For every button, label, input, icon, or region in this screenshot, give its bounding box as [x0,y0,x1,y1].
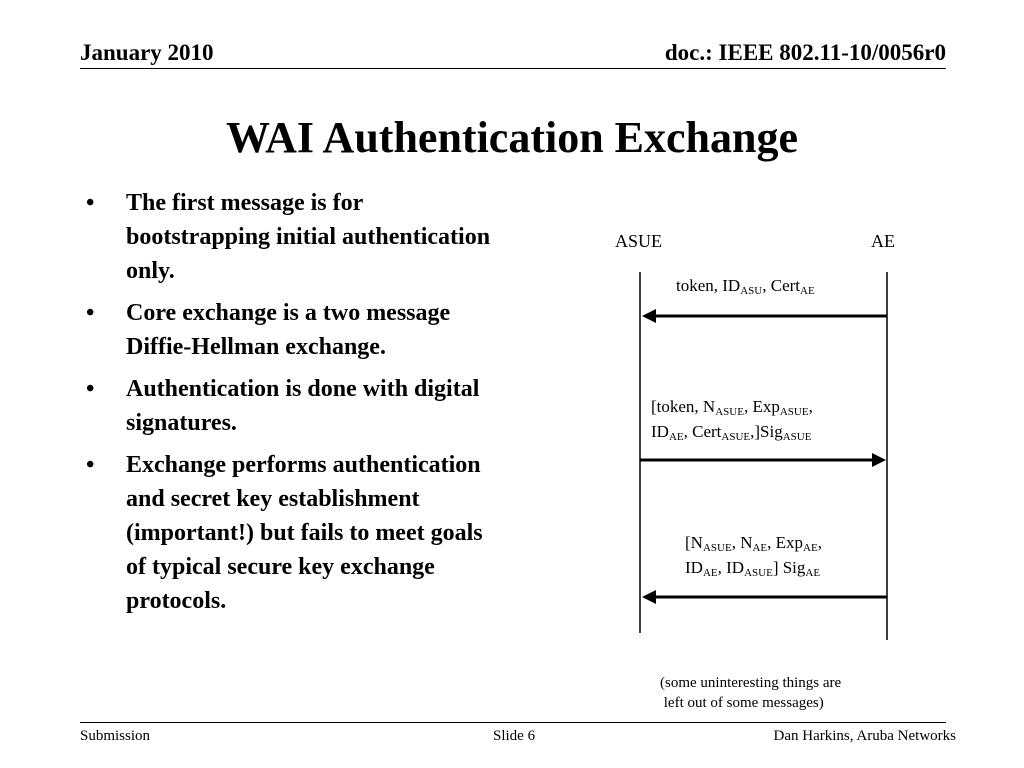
asue-label: ASUE [615,231,663,251]
subscript-text: ASUE [744,567,773,579]
subscript-text: ASUE [779,406,809,418]
footer-author: Dan Harkins, Aruba Networks [773,728,956,744]
subscript-text: AE [752,542,768,554]
message-text: , Exp [743,397,780,416]
message-text: , Exp [767,533,804,552]
message-2-arrowhead [872,453,886,467]
header-date: January 2010 [80,40,214,65]
bullet-text: Authentication is done with digital signatures. [126,376,480,436]
message-text: , ID [717,558,745,577]
message-label-line [676,273,815,298]
message-text: ID [651,422,669,441]
subscript-text: AE [668,431,684,443]
message-text: , [817,533,822,552]
message-text: token, ID [676,276,741,295]
message-label-line [651,419,813,444]
message-text: ,]Sig [750,422,783,441]
bullet-text: Exchange performs authentication and secret key establishment (important!) but fails to meet goals of typical secure key exchange protocols. [126,452,483,614]
bullet-text: Core exchange is a two message Diffie-Hellman exchange. [126,300,451,360]
subscript-text: ASUE [715,406,744,418]
message-text: [N [685,533,703,552]
diagram-note [660,673,841,713]
message-label-line [685,530,822,555]
bullet-icon: • [86,190,95,216]
message-3-arrowhead [642,590,656,604]
bullet-icon: • [86,452,95,478]
message-text: ] Sig [772,558,806,577]
footer-submission: Submission [80,728,151,744]
bullet-icon: • [86,300,95,326]
header-doc-id: doc.: IEEE 802.11-10/0056r0 [664,40,946,65]
message-3-label [685,530,822,580]
footer-rule [80,722,946,723]
subscript-text: ASUE [702,542,732,554]
bullet-icon: • [86,376,95,402]
message-text: [token, N [651,397,716,416]
message-text: , Cert [762,276,801,295]
message-1-label [676,273,815,298]
message-1-arrowhead [642,309,656,323]
diagram-note-line: (some uninteresting things are [660,675,842,691]
subscript-text: AE [803,542,818,554]
diagram-note-line: left out of some messages) [660,695,824,711]
message-2-label [651,394,813,444]
subscript-text: ASUE [721,431,751,443]
subscript-text: ASUE [782,431,812,443]
message-text: , Cert [683,422,722,441]
message-text: , [808,397,813,416]
slide-title: WAI Authentication Exchange [225,113,799,162]
subscript-text: ASU [740,285,763,297]
subscript-text: AE [702,567,718,579]
ae-label: AE [871,231,895,251]
message-text: , N [731,533,753,552]
footer-slide-number: Slide 6 [493,728,536,744]
message-label-line [651,394,813,419]
bullet-text: The first message is for bootstrapping initial authentication only. [126,190,491,284]
message-label-line [685,555,822,580]
subscript-text: AE [805,567,821,579]
subscript-text: AE [800,285,815,297]
message-text: ID [685,558,703,577]
